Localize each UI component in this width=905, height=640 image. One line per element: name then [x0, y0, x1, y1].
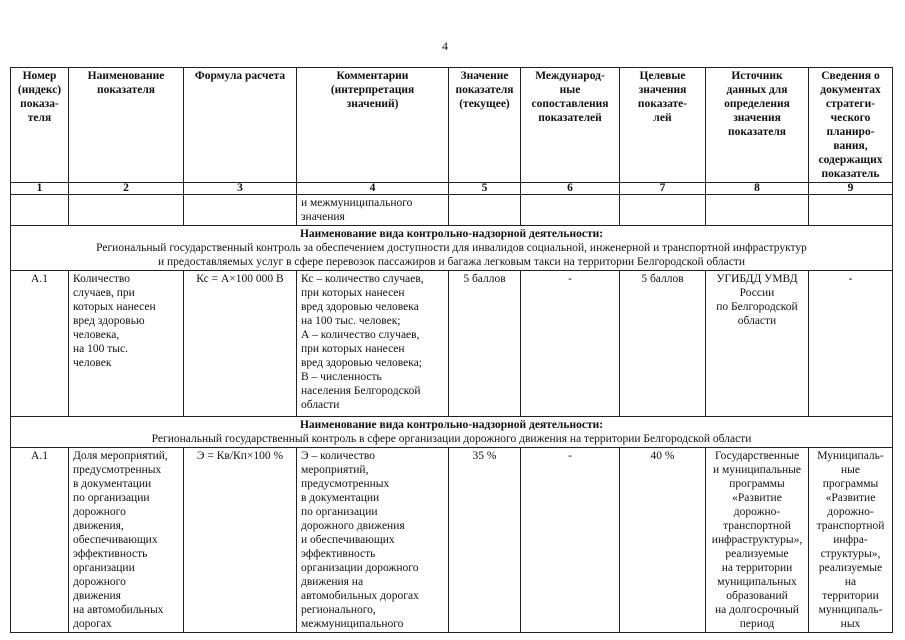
page-number: 4 — [442, 39, 448, 53]
header-target: Целевые значения показате- лей — [620, 68, 706, 183]
row-name: Доля мероприятий, предусмотренных в документации по организации дорожного движения, обеспечивающих эффективность организации дорожного движения на автомобильных дорогах — [69, 448, 184, 633]
section-subtitle: Региональный государственный контроль за обеспечением доступности для инвалидов социальной, инженерной и транспортной инфраструктур и предоставляемых услуг в сфере перевозок пассажиров и багажа легковым такси на территории Белгородской области — [96, 242, 807, 268]
header-comment: Комментарии (интерпретация значений) — [297, 68, 449, 183]
continuation-row — [11, 195, 893, 226]
column-number: 9 — [809, 183, 893, 195]
header-international: Международ- ные сопоставления показателей — [521, 68, 620, 183]
row-documents: Муниципаль- ные программы «Развитие дорожно- транспортной инфра- структуры», реализуемые на территории муниципаль- ных — [809, 448, 893, 633]
row-international: - — [521, 448, 620, 633]
row-international: - — [521, 271, 620, 417]
section-subtitle: Региональный государственный контроль в сфере организации дорожного движения на территории Белгородской области — [151, 433, 752, 445]
row-index: А.1 — [11, 448, 69, 633]
row-name: Количество случаев, при которых нанесен вред здоровью человека, на 100 тыс. человек — [69, 271, 184, 417]
header-current: Значение показателя (текущее) — [449, 68, 521, 183]
table-row — [11, 448, 893, 633]
section-header-2 — [11, 417, 893, 448]
section-title: Наименование вида контрольно-надзорной деятельности: — [299, 228, 604, 240]
row-source: УГИБДД УМВД России по Белгородской области — [706, 271, 809, 417]
row-current-value: 5 баллов — [449, 271, 521, 417]
column-number: 5 — [449, 183, 521, 195]
row-comment: Кс – количество случаев, при которых нанесен вред здоровью человека на 100 тыс. человек; А – количество случаев, при которых нанесен вред здоровью человека; В – численность населения Белгородской области — [297, 271, 449, 417]
header-source: Источник данных для определения значения показателя — [706, 68, 809, 183]
column-number-row — [11, 183, 893, 195]
row-target-value: 5 баллов — [620, 271, 706, 417]
header-formula: Формула расчета — [184, 68, 297, 183]
column-number: 7 — [620, 183, 706, 195]
section-title: Наименование вида контрольно-надзорной деятельности: — [299, 419, 604, 431]
header-index: Номер (индекс) показа- теля — [11, 68, 69, 183]
column-number: 8 — [706, 183, 809, 195]
column-number: 6 — [521, 183, 620, 195]
indicators-table — [10, 67, 893, 633]
column-number: 2 — [69, 183, 184, 195]
row-formula: Кс = А×100 000 В — [184, 271, 297, 417]
row-current-value: 35 % — [449, 448, 521, 633]
row-index: А.1 — [11, 271, 69, 417]
column-number: 3 — [184, 183, 297, 195]
header-row — [11, 68, 893, 183]
header-documents: Сведения о документах стратеги- ческого планиро- вания, содержащих показатель — [809, 68, 893, 183]
column-number: 1 — [11, 183, 69, 195]
column-number: 4 — [297, 183, 449, 195]
row-comment: Э – количество мероприятий, предусмотренных в документации по организации дорожного движения и обеспечивающих эффективность организации дорожного движения на автомобильных дорогах регионального, межмуниципального — [297, 448, 449, 633]
continuation-comment: и межмуниципального значения — [297, 195, 449, 226]
table-row — [11, 271, 893, 417]
row-source: Государственные и муниципальные программы «Развитие дорожно- транспортной инфраструктуры», реализуемые на территории муниципальных образований на долгосрочный период — [706, 448, 809, 633]
section-header-1 — [11, 226, 893, 271]
row-documents: - — [809, 271, 893, 417]
row-target-value: 40 % — [620, 448, 706, 633]
header-name: Наименование показателя — [69, 68, 184, 183]
row-formula: Э = Кв/Кп×100 % — [184, 448, 297, 633]
